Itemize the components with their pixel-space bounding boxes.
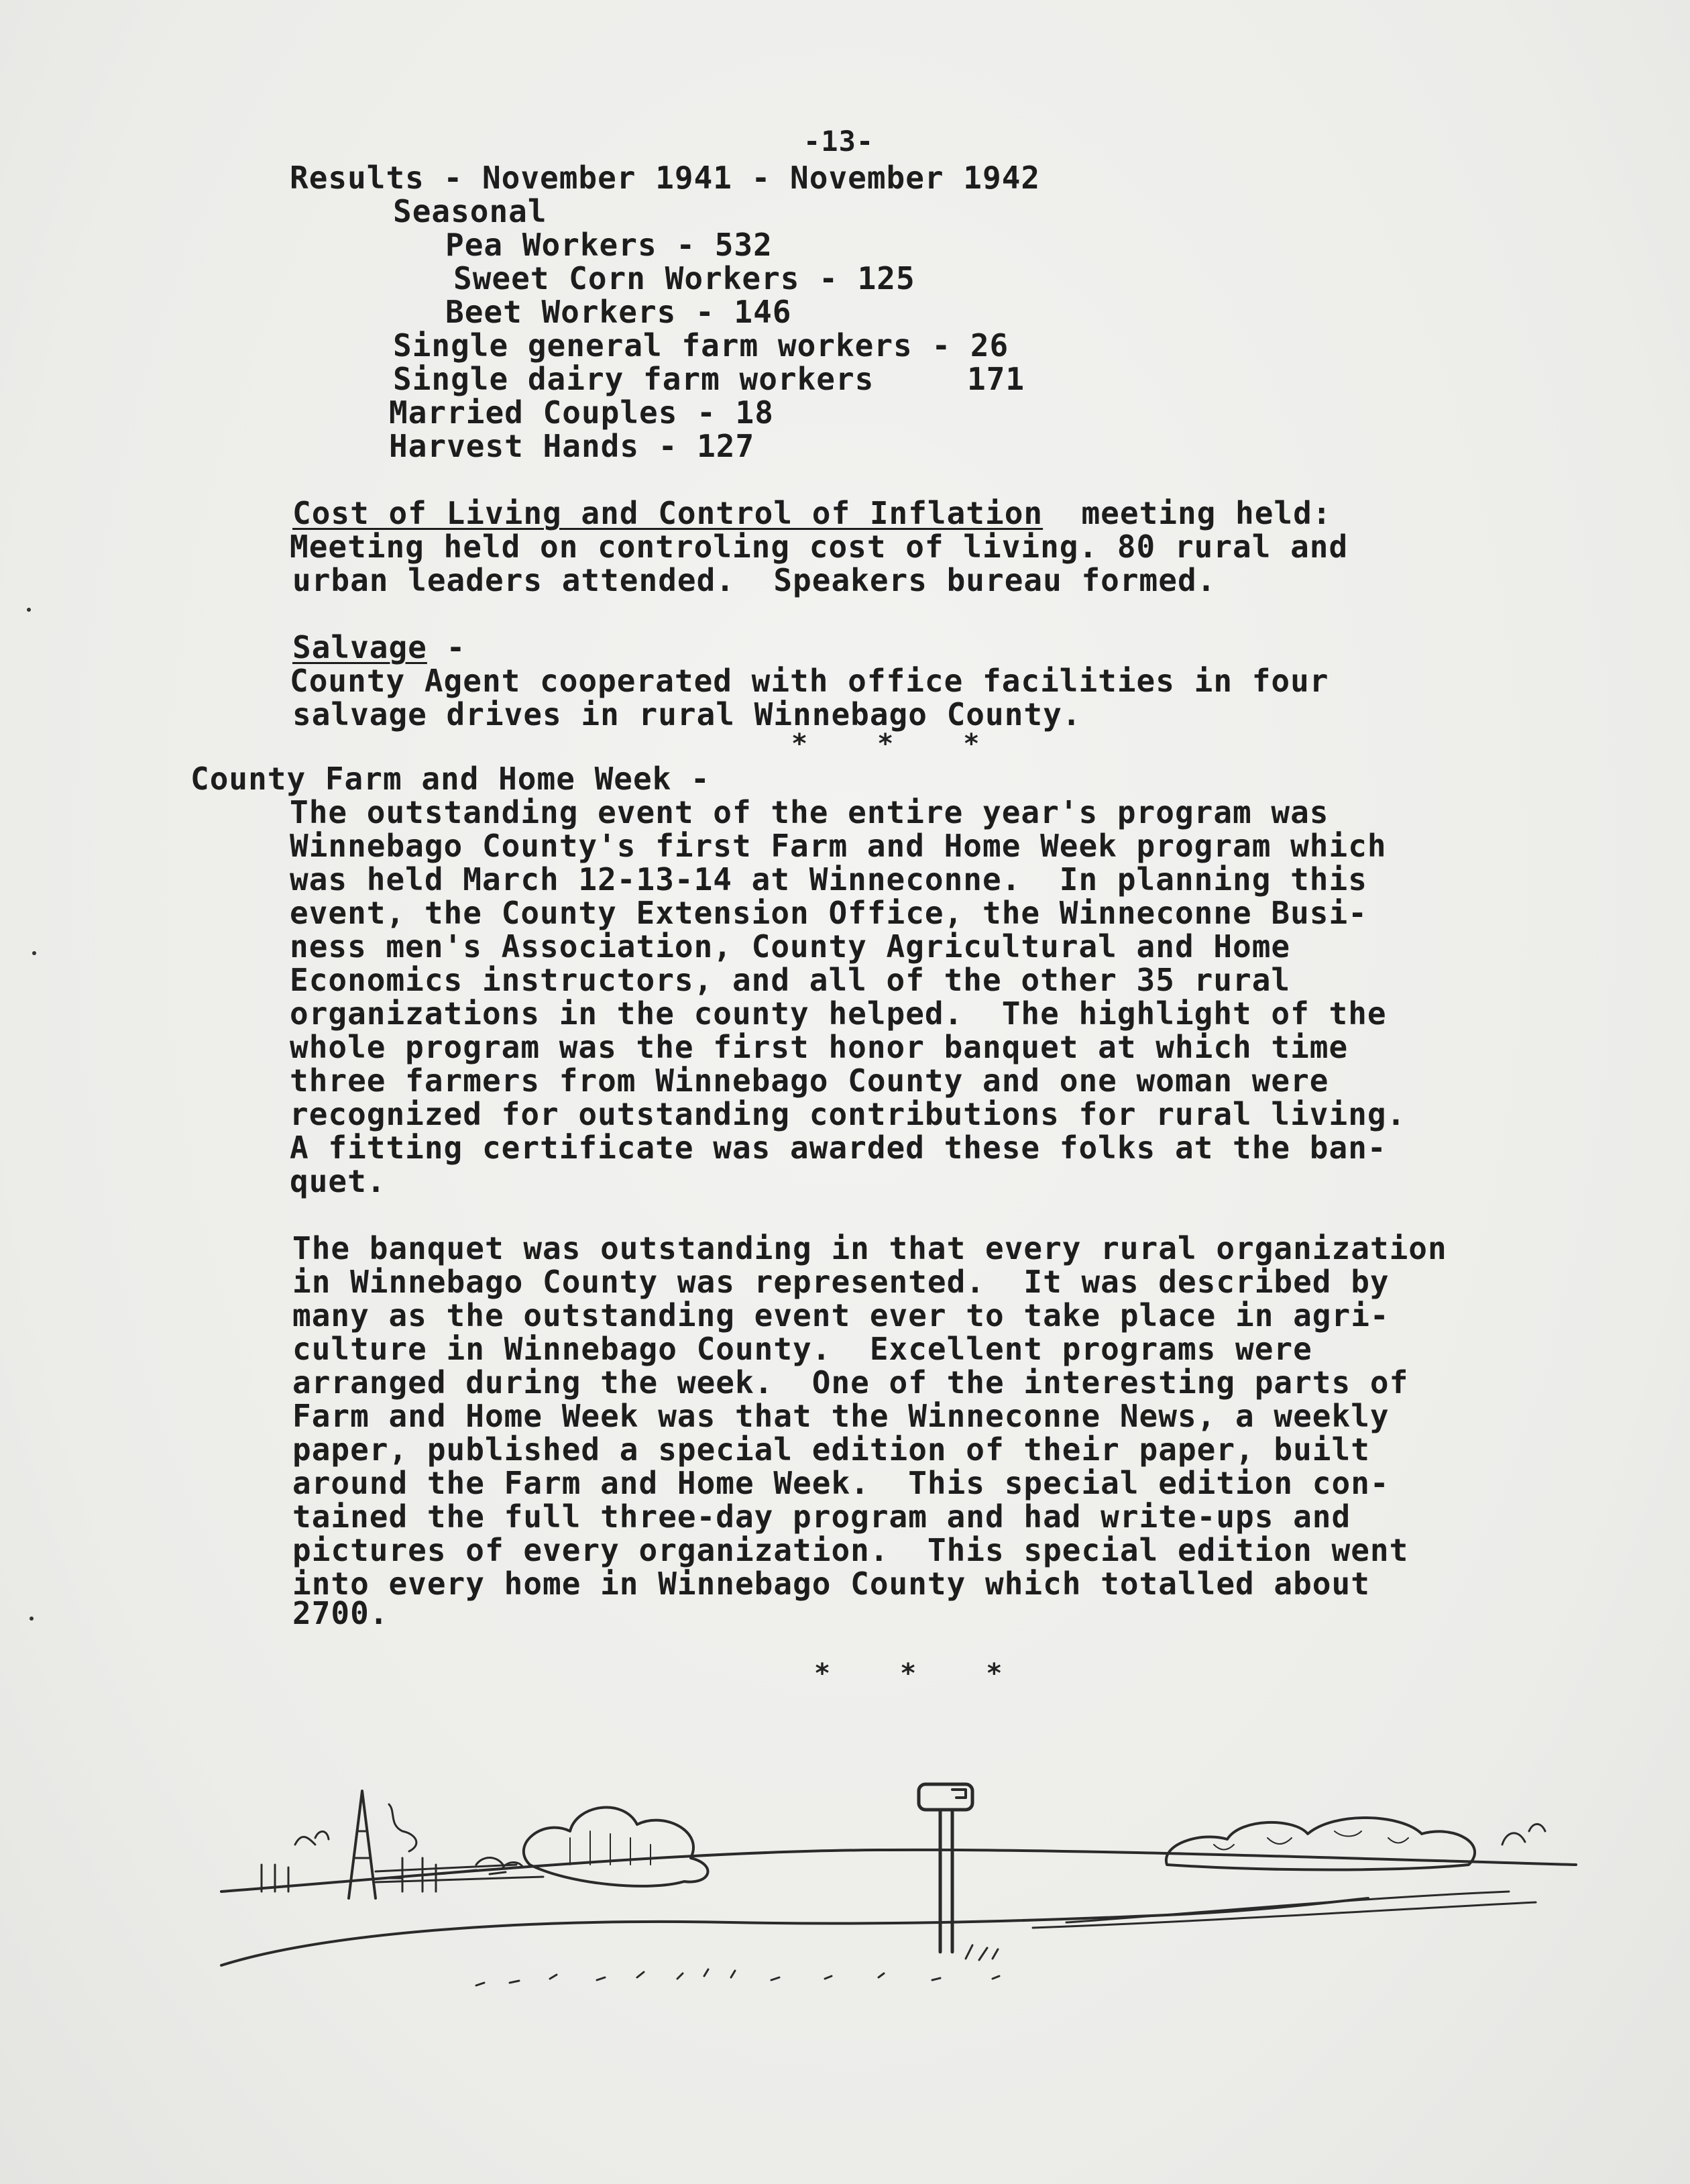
para2-line-6: Farm and Home Week was that the Winneconne News, a weekly <box>292 1398 1390 1434</box>
mailbox-post <box>940 1810 952 1952</box>
far-right-shrubs <box>1502 1824 1545 1845</box>
para2-line-1: The banquet was outstanding in that every rural organization <box>292 1230 1447 1266</box>
separator-stars-1: * * * <box>791 728 1007 759</box>
para2-line-7: paper, published a special edition of their paper, built <box>292 1431 1370 1468</box>
para2-line-2: in Winnebago County was represented. It was described by <box>292 1264 1390 1300</box>
results-heading: Results - November 1941 - November 1942 <box>290 160 1041 196</box>
seasonal-label: Seasonal <box>393 193 547 229</box>
farm-home-week-heading: County Farm and Home Week - <box>190 761 710 797</box>
salvage-line-1: County Agent cooperated with office facilities in four <box>290 663 1329 699</box>
margin-mark <box>30 1617 34 1621</box>
harvest-hands: Harvest Hands - 127 <box>389 428 755 464</box>
grass-marks <box>476 1969 999 1985</box>
single-dairy-count: 171 <box>967 361 1025 397</box>
margin-mark <box>27 608 31 612</box>
salvage-heading <box>292 631 465 664</box>
cost-of-living-title-suffix: meeting held: <box>1081 495 1332 531</box>
para2-line-8: around the Farm and Home Week. This special edition con- <box>292 1465 1390 1501</box>
salvage-line-2: salvage drives in rural Winnebago County. <box>292 696 1082 732</box>
post-grass <box>966 1945 998 1960</box>
single-dairy-farm-workers: Single dairy farm workers <box>393 361 875 397</box>
margin-mark <box>32 951 36 955</box>
para2-line-10: pictures of every organization. This special edition went <box>292 1532 1409 1568</box>
right-tree-texture <box>1214 1831 1408 1850</box>
beet-workers: Beet Workers - 146 <box>445 294 792 330</box>
page-number: -13- <box>803 125 875 158</box>
separator-stars-2: * * * <box>814 1658 1029 1689</box>
cost-of-living-title: Cost of Living and Control of Inflation <box>292 495 1044 531</box>
para2-line-5: arranged during the week. One of the interesting parts of <box>292 1364 1409 1401</box>
para2-line-3: many as the outstanding event ever to take place in agri- <box>292 1297 1390 1333</box>
para1-line-7: organizations in the county helped. The highlight of the <box>290 995 1387 1032</box>
single-general-farm-workers: Single general farm workers - 26 <box>393 327 1009 364</box>
para1-line-3: was held March 12-13-14 at Winneconne. In planning this <box>290 861 1367 897</box>
cost-of-living-line-2: urban leaders attended. Speakers bureau formed. <box>292 562 1217 598</box>
middle-trees <box>524 1808 708 1886</box>
pea-workers: Pea Workers - 532 <box>445 227 773 263</box>
para1-line-4: event, the County Extension Office, the Winneconne Busi- <box>290 895 1367 931</box>
married-couples: Married Couples - 18 <box>389 394 774 431</box>
para1-line-10: recognized for outstanding contributions for rural living. <box>290 1096 1406 1132</box>
cost-of-living-heading <box>292 496 1332 530</box>
para1-line-12: quet. <box>290 1163 386 1199</box>
hill-outline <box>221 1898 1368 1965</box>
cost-of-living-line-1: Meeting held on controling cost of living. 80 rural and <box>290 529 1349 565</box>
para2-line-11: into every home in Winnebago County which totalled about <box>292 1566 1370 1602</box>
para1-line-9: three farmers from Winnebago County and one woman were <box>290 1062 1329 1099</box>
para2-line-12: 2700. <box>292 1595 389 1631</box>
para1-line-1: The outstanding event of the entire year's program was <box>290 794 1329 830</box>
para2-line-4: culture in Winnebago County. Excellent programs were <box>292 1331 1312 1367</box>
salvage-title-suffix: - <box>427 629 466 665</box>
right-trees <box>1166 1818 1475 1870</box>
spire-outline <box>349 1791 376 1898</box>
rural-landscape-illustration <box>194 1764 1589 2019</box>
salvage-title: Salvage <box>292 629 427 665</box>
tree-wisp <box>389 1804 416 1851</box>
para1-line-11: A fitting certificate was awarded these folks at the ban- <box>290 1130 1387 1166</box>
para1-line-2: Winnebago County's first Farm and Home Week program which <box>290 828 1387 864</box>
para1-line-5: ness men's Association, County Agricultural and Home <box>290 928 1291 965</box>
para1-line-8: whole program was the first honor banquet at which time <box>290 1029 1349 1065</box>
para2-line-9: tained the full three-day program and had write-ups and <box>292 1498 1351 1535</box>
mailbox-flag <box>952 1790 966 1798</box>
sweet-corn-workers: Sweet Corn Workers - 125 <box>453 260 915 296</box>
left-shrubs <box>295 1831 329 1845</box>
para1-line-6: Economics instructors, and all of the other 35 rural <box>290 962 1291 998</box>
